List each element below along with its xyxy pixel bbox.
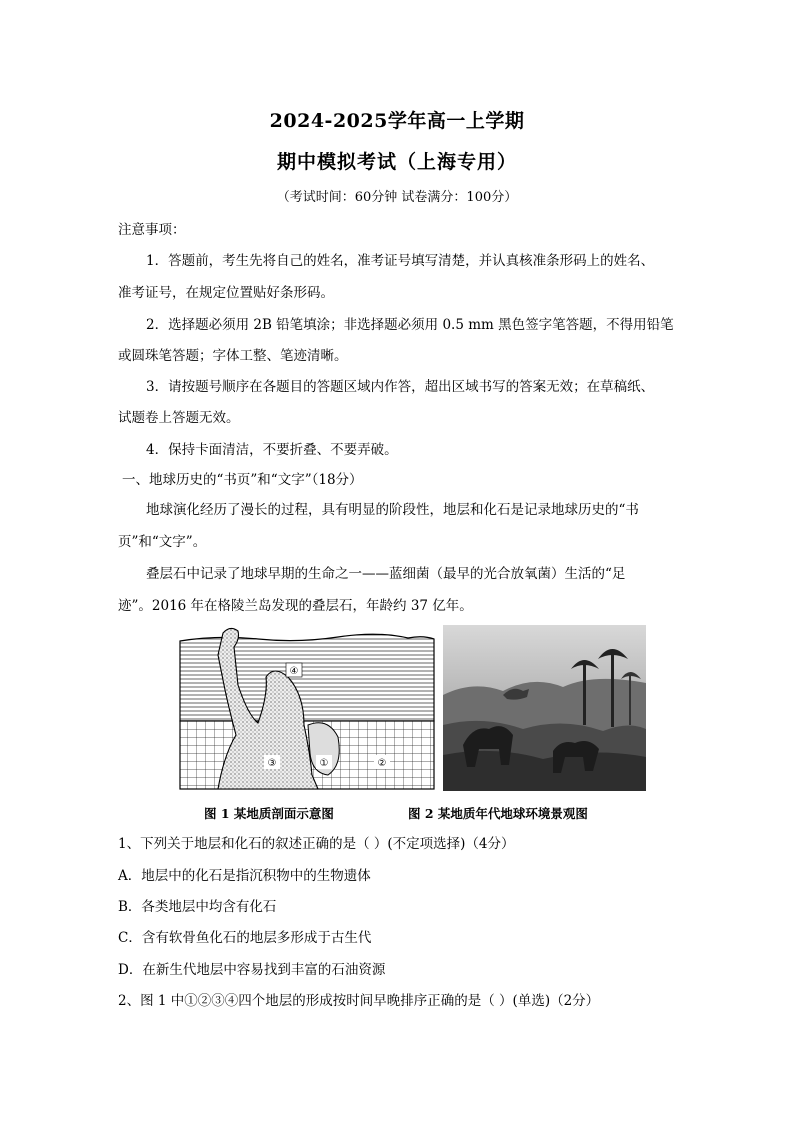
question1-option-c[interactable]: C．含有软骨鱼化石的地层多形成于古生代	[118, 930, 372, 946]
exam-title-line1: 2024-2025学年高一上学期	[269, 110, 525, 132]
question1-stem: 1、下列关于地层和化石的叙述正确的是（ ）(不定项选择)（4分）	[118, 836, 515, 852]
note-3-line1: 3．请按题号顺序在各题目的答题区域内作答，超出区域书写的答案无效；在草稿纸、	[146, 379, 655, 395]
section1-heading: 一、地球历史的“书页”和“文字”（18分）	[122, 472, 363, 488]
note-4: 4．保持卡面清洁，不要折叠、不要弄破。	[146, 442, 398, 458]
label-4: ④	[289, 666, 299, 677]
figure2-drawing	[443, 625, 646, 791]
note-2-line2: 或圆珠笔答题；字体工整、笔迹清晰。	[118, 348, 348, 364]
exam-info: （考试时间：60分钟 试卷满分：100分）	[276, 190, 518, 205]
label-1: ①	[319, 758, 329, 769]
section1-para2-line2: 迹”。2016 年在格陵兰岛发现的叠层石，年龄约 37 亿年。	[118, 598, 473, 614]
exam-title-line2: 期中模拟考试（上海专用）	[276, 151, 517, 173]
question1-option-a[interactable]: A．地层中的化石是指沉积物中的生物遗体	[118, 868, 371, 884]
section1-para1-line2: 页”和“文字”。	[118, 534, 207, 550]
section1-para1-line1: 地球演化经历了漫长的过程，具有明显的阶段性，地层和化石是记录地球历史的“书	[146, 502, 639, 518]
note-1-line2: 准考证号，在规定位置贴好条形码。	[118, 285, 334, 301]
question1-option-b[interactable]: B．各类地层中均含有化石	[118, 899, 277, 915]
section1-para2-line1: 叠层石中记录了地球早期的生命之一——蓝细菌（最早的光合放氧菌）生活的“足	[146, 566, 626, 582]
question2-stem: 2、图 1 中①②③④四个地层的形成按时间早晚排序正确的是（ ）(单选)（2分）	[118, 993, 600, 1009]
figure1-geologic-section	[178, 625, 436, 791]
notes-heading: 注意事项：	[118, 222, 186, 238]
figure2-caption: 图 2 某地质年代地球环境景观图	[408, 806, 588, 821]
note-1-line1: 1．答题前，考生先将自己的姓名，准考证号填写清楚，并认真核准条形码上的姓名、	[146, 253, 655, 269]
question1-option-d[interactable]: D．在新生代地层中容易找到丰富的石油资源	[118, 962, 386, 978]
figure1-caption: 图 1 某地质剖面示意图	[204, 806, 334, 821]
label-2: ②	[377, 758, 387, 769]
note-2-line1: 2．选择题必须用 2B 铅笔填涂；非选择题必须用 0.5 mm 黑色签字笔答题，不得用铅笔	[146, 317, 674, 333]
figure1-drawing	[178, 625, 436, 791]
label-3: ③	[267, 758, 277, 769]
note-3-line2: 试题卷上答题无效。	[118, 410, 240, 426]
figure2-landscape	[443, 625, 646, 791]
